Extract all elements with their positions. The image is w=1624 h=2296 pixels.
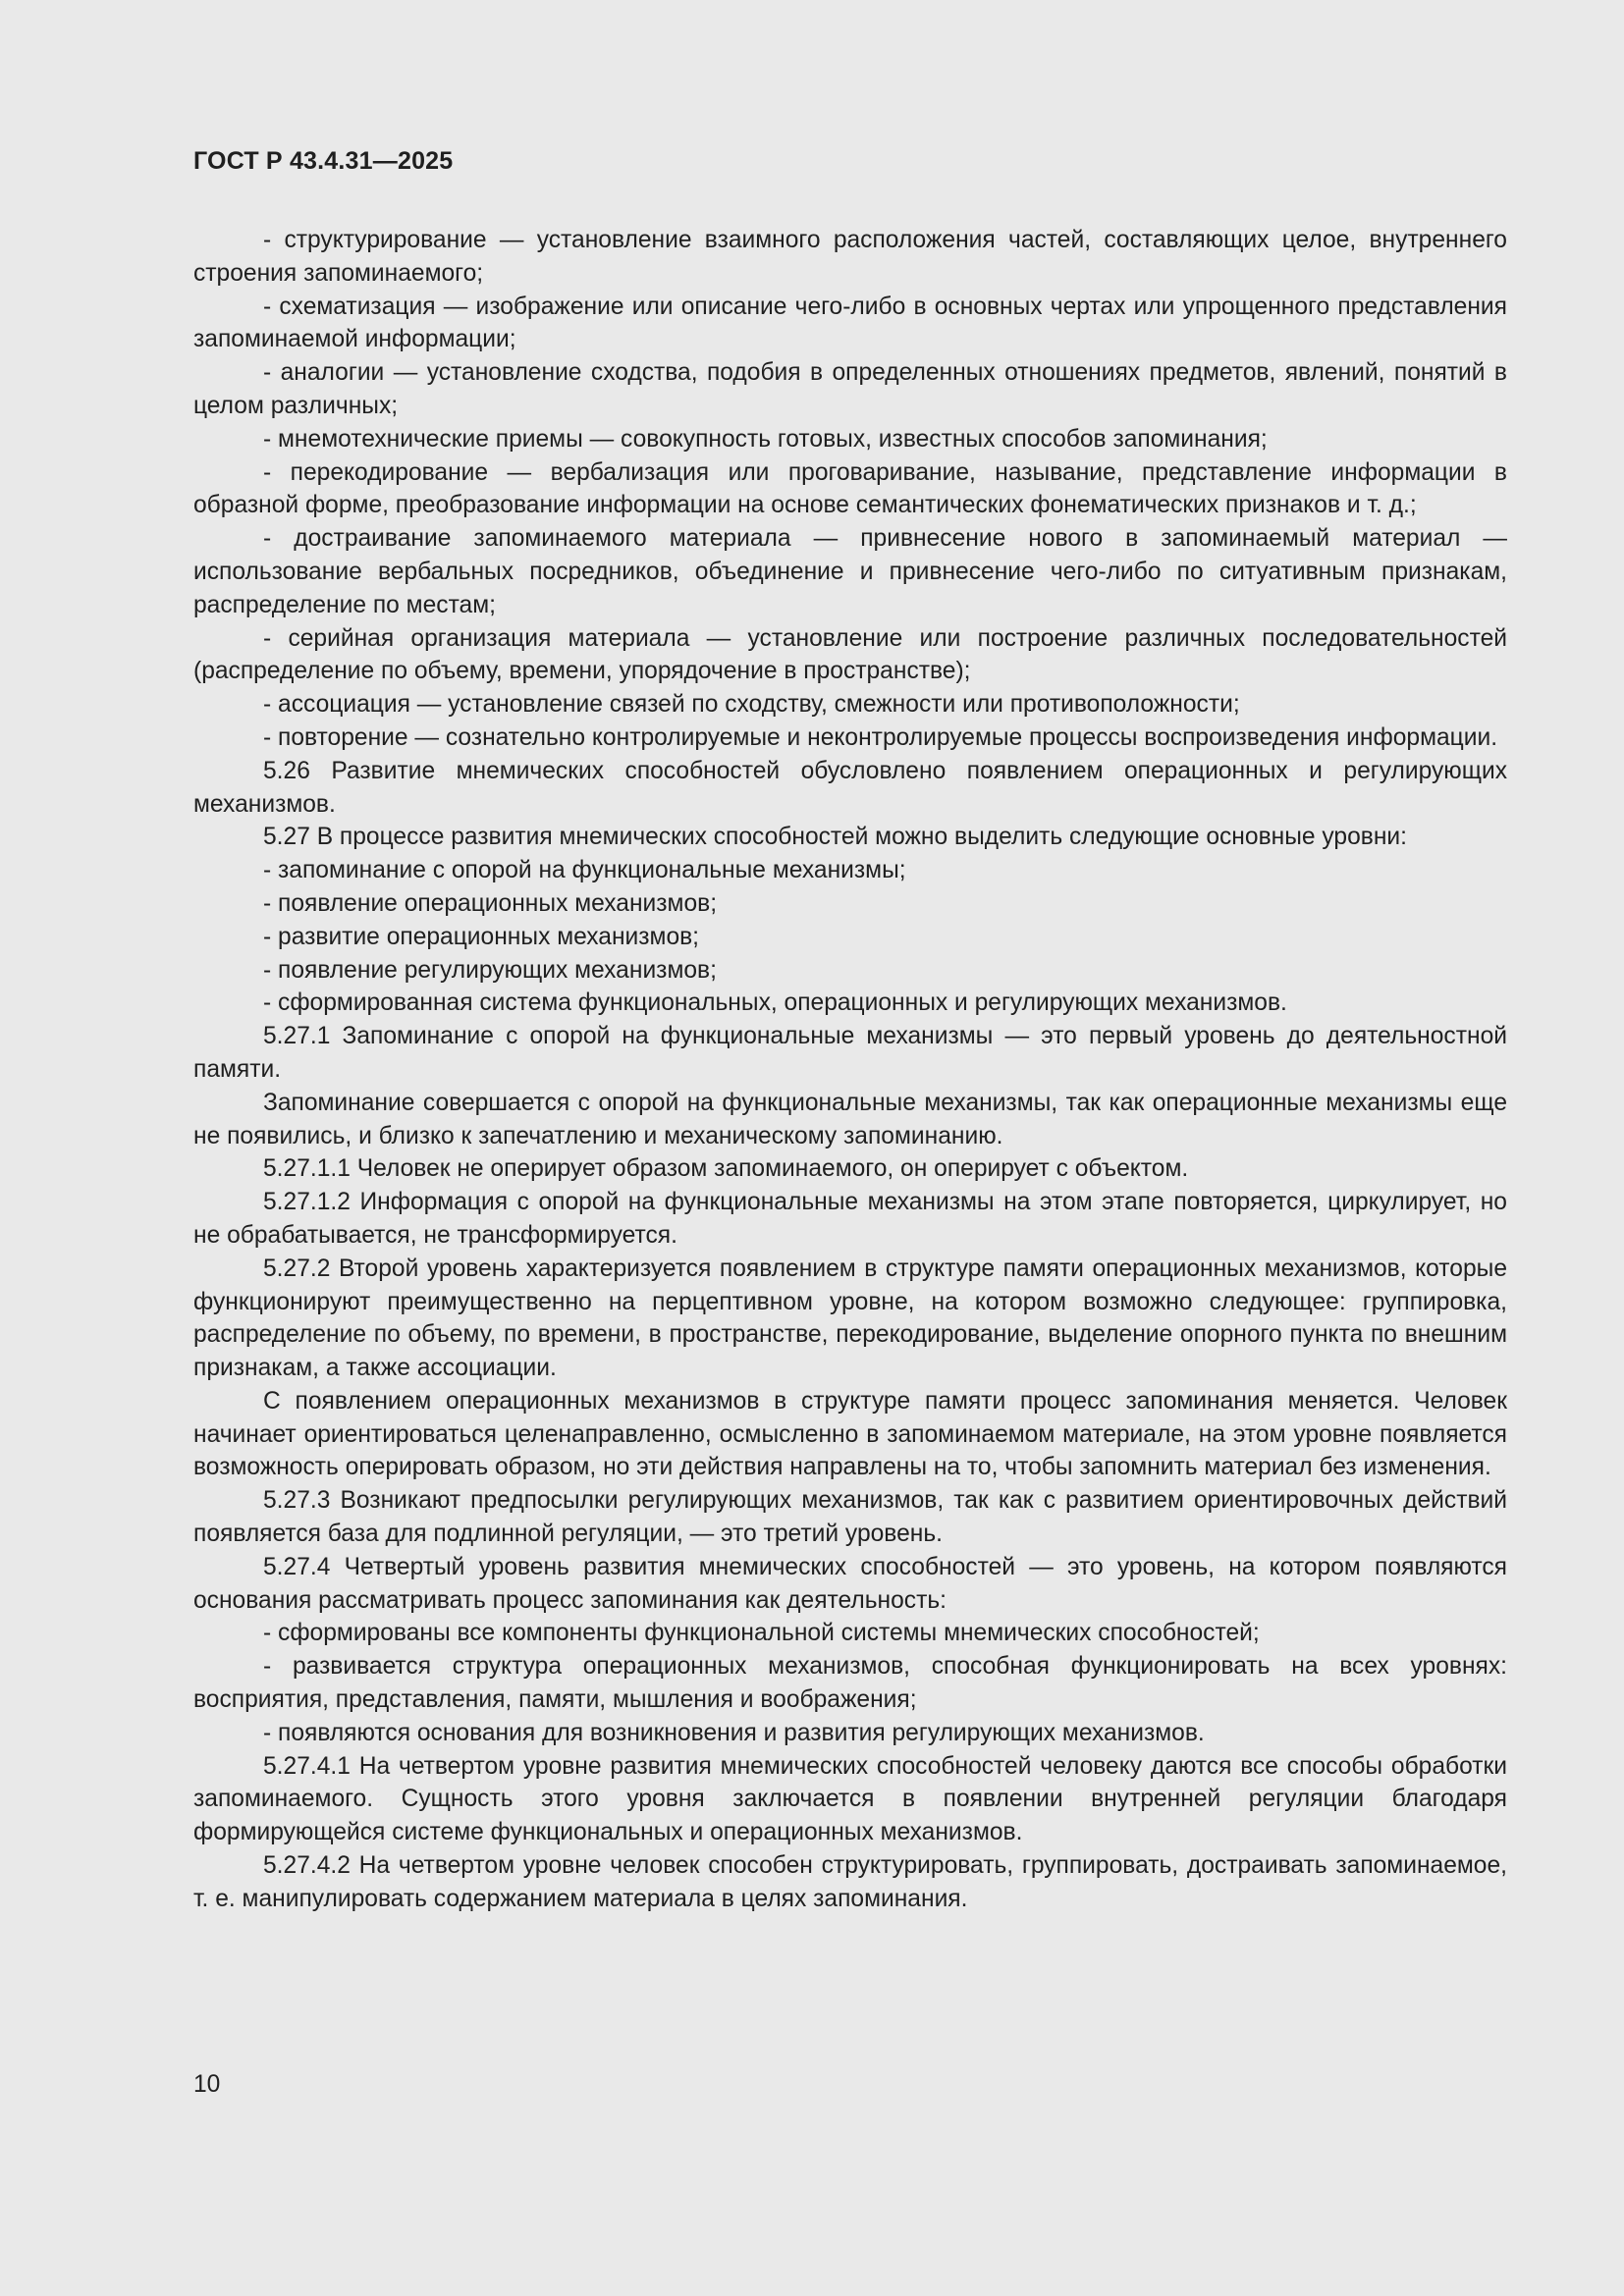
list-item-structuring: - структурирование — установление взаимного расположения частей, составляющих целое, внутреннего строения запоминаемого; bbox=[193, 227, 1507, 287]
level-item-operational-development: - развитие операционных механизмов; bbox=[263, 923, 700, 950]
list-item-serial-organization: - серийная организация материала — установление или построение различных последовательностей (распределение по объему, времени, упорядочение в пространстве); bbox=[193, 624, 1507, 685]
clause-5-27-1-2: 5.27.1.2 Информация с опорой на функциональные механизмы на этом этапе повторяется, циркулирует, но не обрабатывается, не трансформируется. bbox=[193, 1189, 1507, 1249]
clause-5-27-4: 5.27.4 Четвертый уровень развития мнемических способностей — это уровень, на котором появляются основания рассматривать процесс запоминания как деятельность: bbox=[193, 1553, 1507, 1614]
level-item-formed-system: - сформированная система функциональных, операционных и регулирующих механизмов. bbox=[263, 989, 1287, 1017]
list-item-components-formed: - сформированы все компоненты функциональной системы мнемических способностей; bbox=[263, 1620, 1260, 1647]
document-body bbox=[193, 224, 1507, 1916]
page-number: 10 bbox=[193, 2071, 221, 2098]
document-header: ГОСТ Р 43.4.31—2025 bbox=[193, 147, 454, 175]
clause-5-27-4-2: 5.27.4.2 На четвертом уровне человек способен структурировать, группировать, достраивать запоминаемое, т. е. манипулировать содержанием материала в целях запоминания. bbox=[193, 1852, 1507, 1912]
list-item-structure-develops: - развивается структура операционных механизмов, способная функционировать на всех уровнях: восприятия, представления, памяти, мышления и воображения; bbox=[193, 1653, 1507, 1714]
level-item-operational-appearance: - появление операционных механизмов; bbox=[263, 889, 718, 917]
list-item-repetition: - повторение — сознательно контролируемые и неконтролируемые процессы воспроизведения информации. bbox=[263, 723, 1498, 751]
list-item-mnemonic-techniques: - мнемотехнические приемы — совокупность готовых, известных способов запоминания; bbox=[263, 425, 1268, 453]
paragraph-operational-mechanisms: С появлением операционных механизмов в структуре памяти процесс запоминания меняется. Человек начинает ориентироваться целенаправленно, осмысленно в запоминаемом материале, на этом уровне появляется возможность оперировать образом, но эти действия направлены на то, чтобы запомнить материал без изменения. bbox=[193, 1387, 1507, 1481]
list-item-completion: - достраивание запоминаемого материала — привнесение нового в запоминаемый материал — использование вербальных посредников, объединение и привнесение чего-либо по ситуативным признакам, распределение по местам; bbox=[193, 525, 1507, 618]
paragraph-memorization: Запоминание совершается с опорой на функциональные механизмы, так как операционные механизмы еще не появились, и близко к запечатлению и механическому запоминанию. bbox=[193, 1089, 1507, 1149]
list-item-association: - ассоциация — установление связей по сходству, смежности или противоположности; bbox=[263, 691, 1240, 719]
clause-5-27-3: 5.27.3 Возникают предпосылки регулирующих механизмов, так как с развитием ориентировочных действий появляется база для подлинной регуляции, — это третий уровень. bbox=[193, 1487, 1507, 1548]
list-item-schematization: - схематизация — изображение или описание чего-либо в основных чертах или упрощенного представления запоминаемой информации; bbox=[193, 293, 1507, 353]
level-item-regulating-appearance: - появление регулирующих механизмов; bbox=[263, 956, 717, 984]
list-item-grounds-appear: - появляются основания для возникновения и развития регулирующих механизмов. bbox=[263, 1719, 1205, 1746]
level-item-functional: - запоминание с опорой на функциональные механизмы; bbox=[263, 857, 906, 884]
clause-5-27-1-1: 5.27.1.1 Человек не оперирует образом запоминаемого, он оперирует с объектом. bbox=[263, 1155, 1189, 1183]
clause-5-27-4-1: 5.27.4.1 На четвертом уровне развития мнемических способностей человеку даются все способы обработки запоминаемого. Сущность этого уровня заключается в появлении внутренней регуляции благодаря формирующейся системе функциональных и операционных механизмов. bbox=[193, 1752, 1507, 1846]
clause-5-27-2: 5.27.2 Второй уровень характеризуется появлением в структуре памяти операционных механизмов, которые функционируют преимущественно на перцептивном уровне, на котором возможно следующее: группировка, распределение по объему, по времени, в пространстве, перекодирование, выделение опорного пункта по внешним признакам, а также ассоциации. bbox=[193, 1255, 1507, 1382]
list-item-analogies: - аналогии — установление сходства, подобия в определенных отношениях предметов, явлений, понятий в целом различных; bbox=[193, 359, 1507, 419]
clause-5-27: 5.27 В процессе развития мнемических способностей можно выделить следующие основные уровни: bbox=[263, 824, 1407, 851]
clause-5-27-1: 5.27.1 Запоминание с опорой на функциональные механизмы — это первый уровень до деятельностной памяти. bbox=[193, 1023, 1507, 1083]
clause-5-26: 5.26 Развитие мнемических способностей обусловлено появлением операционных и регулирующих механизмов. bbox=[193, 757, 1507, 818]
list-item-recoding: - перекодирование — вербализация или проговаривание, называние, представление информации в образной форме, преобразование информации на основе семантических фонематических признаков и т. д.; bbox=[193, 458, 1507, 519]
